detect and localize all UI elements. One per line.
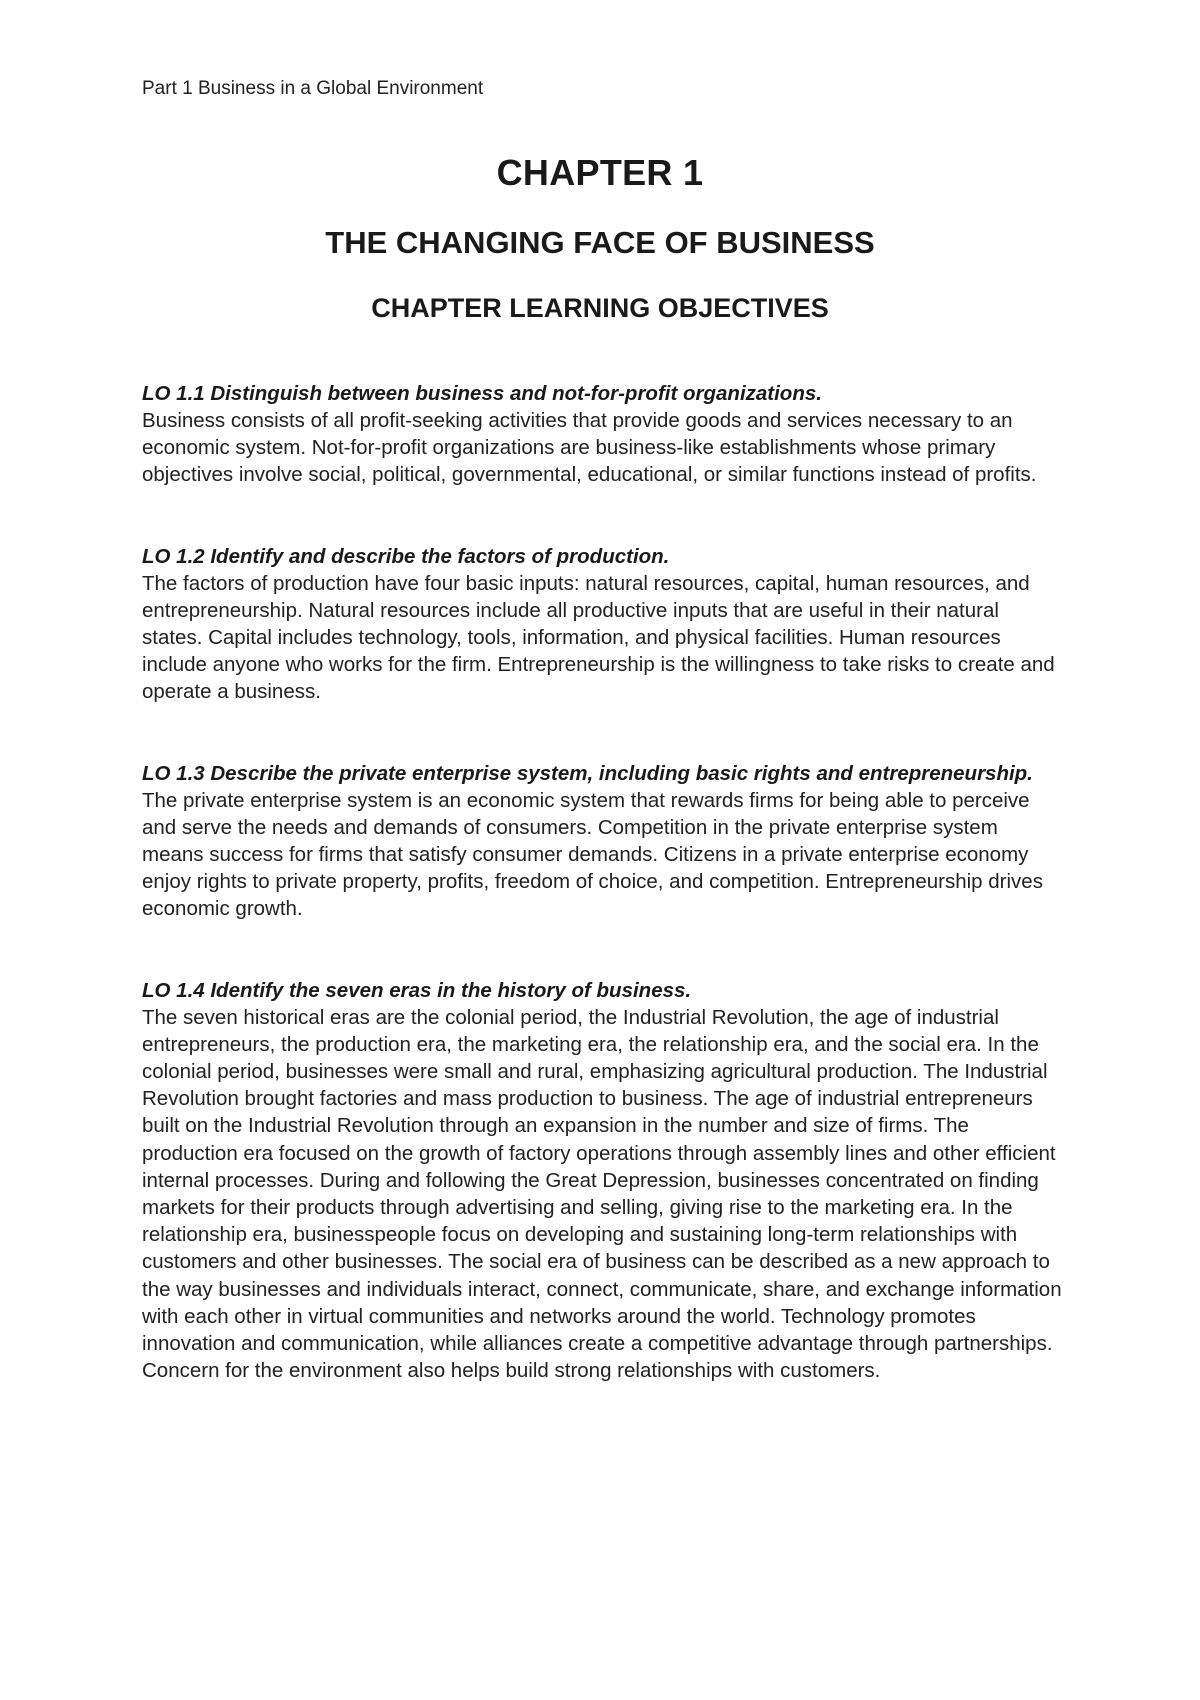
learning-objectives-heading: CHAPTER LEARNING OBJECTIVES <box>371 293 829 323</box>
chapter-title: THE CHANGING FACE OF BUSINESS <box>325 225 875 260</box>
objective-heading: LO 1.4 Identify the seven eras in the history of business. <box>142 978 692 1002</box>
objective-body: Business consists of all profit-seeking activities that provide goods and services necessary to an economic system. Not-for-profit organizations are business-like establishments whose primary objectives involve social, political, governmental, educational, or similar functions instead of profits. <box>142 409 1037 487</box>
objective-heading: LO 1.2 Identify and describe the factors of production. <box>142 544 670 568</box>
objective-heading: LO 1.3 Describe the private enterprise system, including basic rights and entrepreneurship. <box>142 761 1033 785</box>
objective-lo-1-3 <box>142 760 1062 923</box>
chapter-number: CHAPTER 1 <box>496 152 704 193</box>
objective-body: The factors of production have four basic inputs: natural resources, capital, human resources, and entrepreneurship. Natural resources include all productive inputs that are useful in their natural states. Capital includes technology, tools, information, and physical facilities. Human resources include anyone who works for the firm. Entrepreneurship is the willingness to take risks to create and operate a business. <box>142 571 1055 704</box>
objective-heading: LO 1.1 Distinguish between business and not-for-profit organizations. <box>142 382 822 405</box>
objective-lo-1-1 <box>142 380 1062 489</box>
objective-body: The private enterprise system is an economic system that rewards firms for being able to perceive and serve the needs and demands of consumers. Competition in the private enterprise system means success for firms that satisfy consumer demands. Citizens in a private enterprise economy enjoy rights to private property, profits, freedom of choice, and competition. Entrepreneurship drives economic growth. <box>142 788 1043 921</box>
objective-body: The seven historical eras are the colonial period, the Industrial Revolution, the age of industrial entrepreneurs, the production era, the marketing era, the relationship era, and the social era. In the colonial period, businesses were small and rural, emphasizing agricultural production. The Industrial Revolution brought factories and mass production to business. The age of industrial entrepreneurs built on the Industrial Revolution through an expansion in the number and size of firms. The production era focused on the growth of factory operations through assembly lines and other efficient internal processes. During and following the Great Depression, businesses concentrated on finding markets for their products through advertising and selling, giving rise to the marketing era. In the relationship era, businesspeople focus on developing and sustaining long-term relationships with customers and other businesses. The social era of business can be described as a new approach to the way businesses and individuals interact, connect, communicate, share, and exchange information with each other in virtual communities and networks around the world. Technology promotes innovation and communication, while alliances create a competitive advantage through partnerships. Concern for the environment also helps build strong relationships with customers. <box>142 1005 1062 1383</box>
objective-lo-1-4 <box>142 977 1062 1385</box>
objective-lo-1-2 <box>142 543 1062 706</box>
objectives-list <box>142 380 1062 1384</box>
running-header: Part 1 Business in a Global Environment <box>142 78 484 99</box>
